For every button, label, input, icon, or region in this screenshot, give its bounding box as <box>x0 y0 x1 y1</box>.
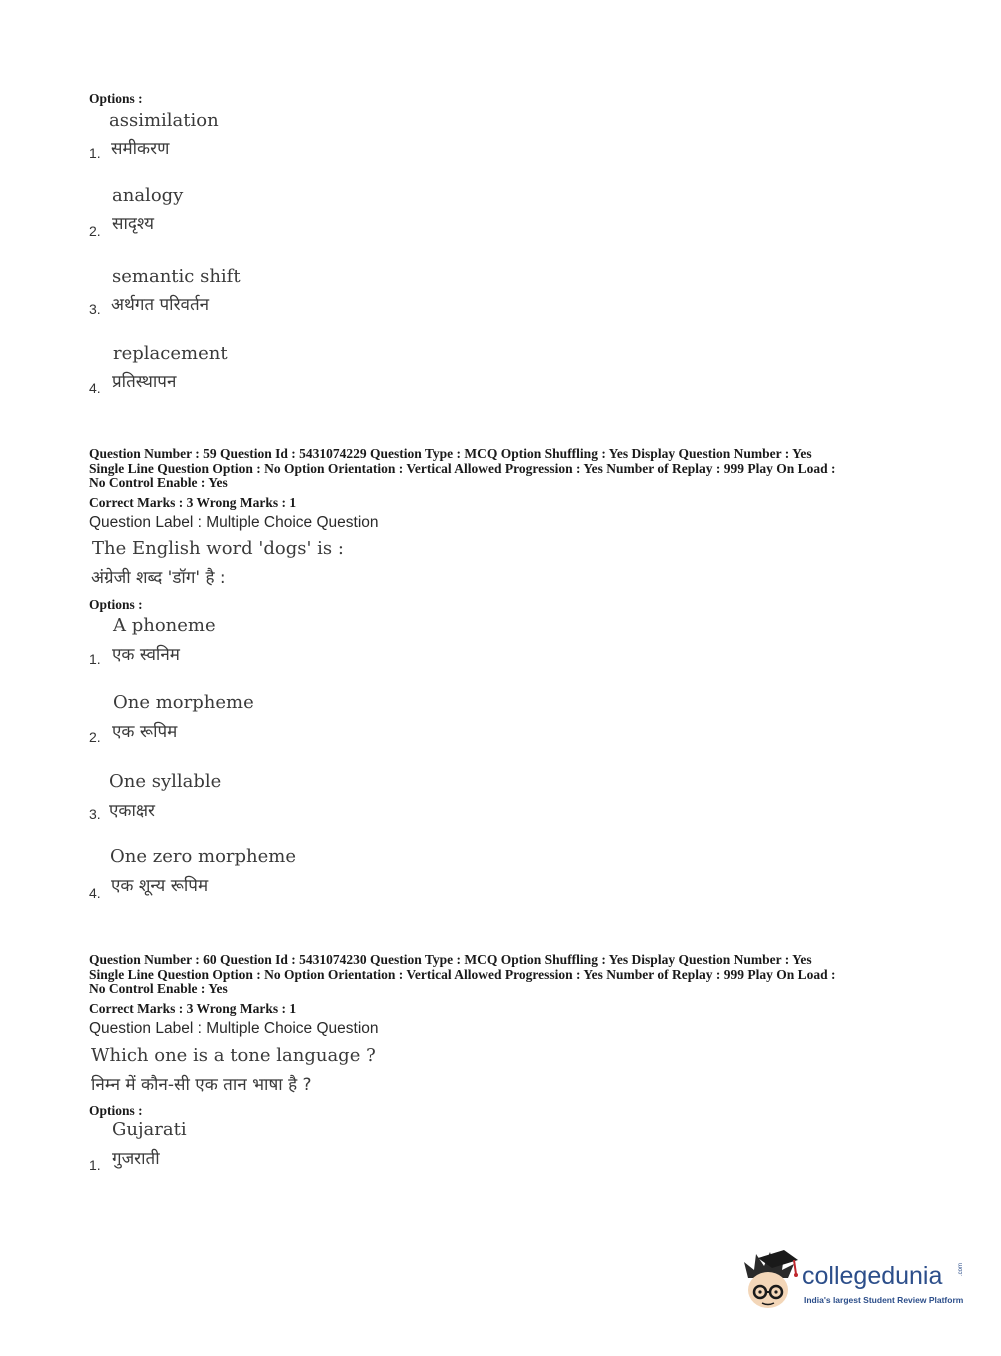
option-number: 4. <box>89 885 101 901</box>
question-text-en: The English word 'dogs' is : <box>92 538 344 559</box>
logo-com: .com <box>958 1262 964 1276</box>
option-text-hi: एक शून्य रूपिम <box>111 876 209 896</box>
question-meta-line: No Control Enable : Yes <box>89 475 228 490</box>
option-text-hi: समीकरण <box>111 139 170 159</box>
option-text-en: replacement <box>113 343 228 364</box>
options-label: Options : <box>89 91 143 106</box>
question-text-hi: निम्न में कौन-सी एक तान भाषा है ? <box>91 1075 312 1095</box>
option-text-en: analogy <box>112 185 184 206</box>
option-text-en: One morpheme <box>113 692 254 713</box>
options-label: Options : <box>89 1103 143 1118</box>
logo-wordmark: collegedunia <box>802 1262 943 1290</box>
options-label: Options : <box>89 597 143 612</box>
option-number: 1. <box>89 1157 101 1173</box>
option-number: 2. <box>89 223 101 239</box>
option-text-en: assimilation <box>109 110 219 131</box>
option-number: 1. <box>89 145 101 161</box>
option-number: 3. <box>89 301 101 317</box>
option-text-hi: प्रतिस्थापन <box>112 372 177 392</box>
option-text-hi: गुजराती <box>112 1149 160 1169</box>
logo-tagline: India's largest Student Review Platform <box>804 1295 964 1305</box>
option-text-hi: अर्थगत परिवर्तन <box>111 295 210 315</box>
question-marks: Correct Marks : 3 Wrong Marks : 1 <box>89 495 297 510</box>
option-number: 1. <box>89 651 101 667</box>
question-marks: Correct Marks : 3 Wrong Marks : 1 <box>89 1001 297 1016</box>
option-text-hi: एक स्वनिम <box>112 645 180 665</box>
option-number: 2. <box>89 729 101 745</box>
option-text-en: Gujarati <box>112 1119 187 1140</box>
question-text-en: Which one is a tone language ? <box>91 1045 376 1066</box>
question-label: Question Label : Multiple Choice Question <box>89 1020 379 1037</box>
option-number: 3. <box>89 806 101 822</box>
collegedunia-logo <box>740 1248 970 1318</box>
option-text-hi: सादृश्य <box>112 214 155 234</box>
option-number: 4. <box>89 380 101 396</box>
option-text-hi: एक रूपिम <box>112 722 178 742</box>
option-text-en: A phoneme <box>113 615 216 636</box>
question-text-hi: अंग्रेजी शब्द 'डॉग' है : <box>91 568 226 588</box>
option-text-en: semantic shift <box>112 266 241 287</box>
question-meta-line: Question Number : 59 Question Id : 5431074229 Question Type : MCQ Option Shuffling : Yes Display Question Number : Yes <box>89 446 812 461</box>
question-meta-line: Question Number : 60 Question Id : 5431074230 Question Type : MCQ Option Shuffling : Yes Display Question Number : Yes <box>89 952 812 967</box>
question-meta-line: No Control Enable : Yes <box>89 981 228 996</box>
option-text-hi: एकाक्षर <box>109 801 156 821</box>
question-meta-line: Single Line Question Option : No Option Orientation : Vertical Allowed Progression : Yes Number of Replay : 999 Play On Load : <box>89 461 836 476</box>
option-text-en: One zero morpheme <box>110 846 297 867</box>
question-label: Question Label : Multiple Choice Question <box>89 514 379 531</box>
question-meta-line: Single Line Question Option : No Option Orientation : Vertical Allowed Progression : Yes Number of Replay : 999 Play On Load : <box>89 967 836 982</box>
option-text-en: One syllable <box>109 771 222 792</box>
mascot-icon <box>740 1248 800 1314</box>
